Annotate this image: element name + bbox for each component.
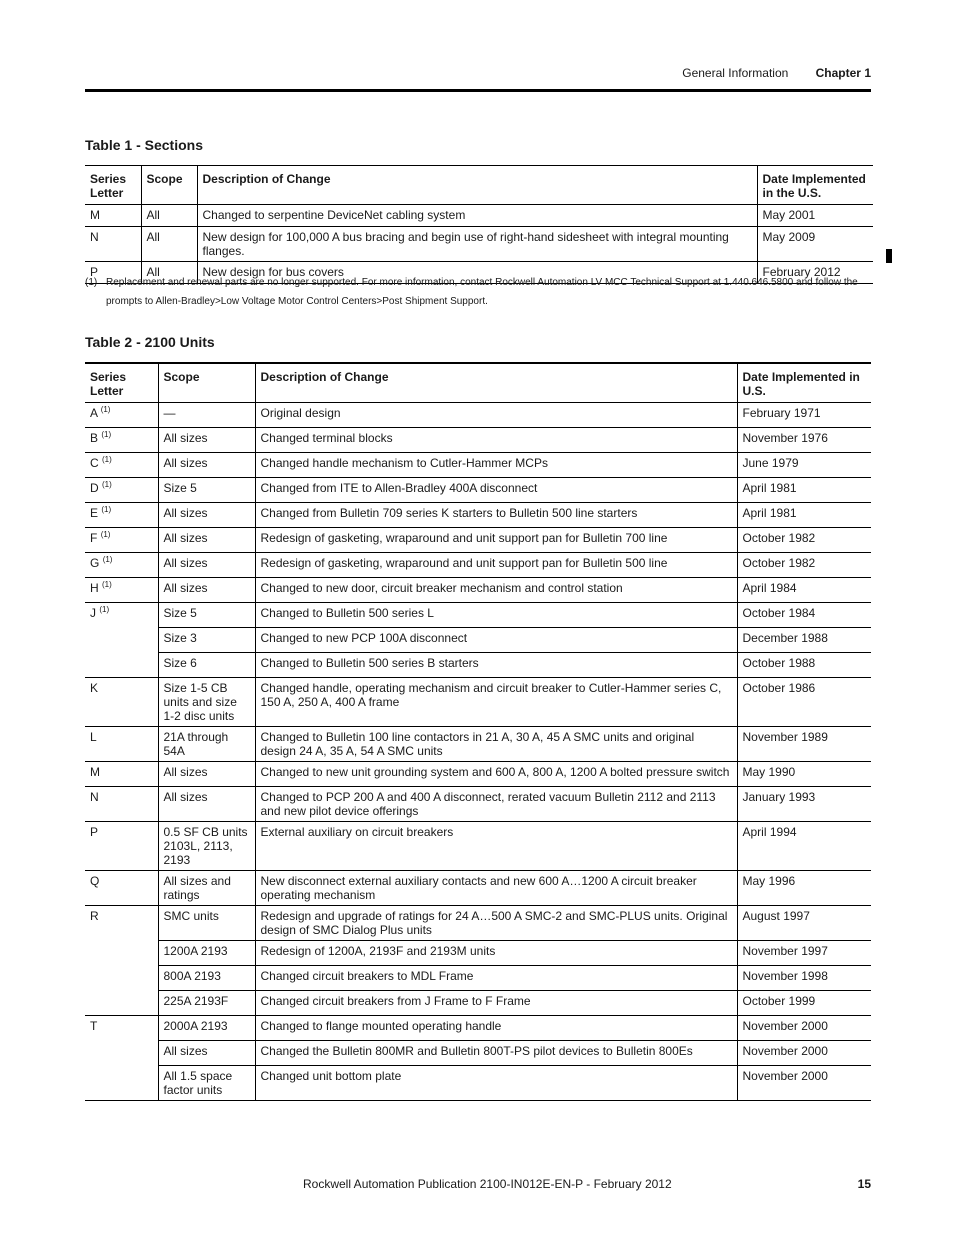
cell-series-letter: N bbox=[85, 227, 141, 262]
cell-series-letter bbox=[85, 603, 158, 628]
cell-scope: 225A 2193F bbox=[158, 991, 255, 1016]
cell-date: October 1988 bbox=[737, 653, 871, 678]
cell-scope: All sizes bbox=[158, 1041, 255, 1066]
header-date: Date Implemented in the U.S. bbox=[757, 166, 873, 205]
cell-date: February 1971 bbox=[737, 403, 871, 428]
table-row bbox=[85, 1041, 871, 1066]
cell-scope: — bbox=[158, 403, 255, 428]
cell-series-letter bbox=[85, 906, 158, 941]
cell-scope: SMC units bbox=[158, 906, 255, 941]
cell-scope: All bbox=[141, 205, 197, 227]
cell-series-letter bbox=[85, 1016, 158, 1041]
cell-date: April 1994 bbox=[737, 822, 871, 871]
table-row bbox=[85, 628, 871, 653]
header-description: Description of Change bbox=[197, 166, 757, 205]
cell-series-letter bbox=[85, 871, 158, 906]
cell-scope: All sizes bbox=[158, 453, 255, 478]
table-row bbox=[85, 822, 871, 871]
footnote-ref: (1) bbox=[100, 530, 111, 539]
cell-date: October 1999 bbox=[737, 991, 871, 1016]
table-row bbox=[85, 503, 871, 528]
cell-series-letter bbox=[85, 628, 158, 653]
units-table bbox=[85, 362, 871, 1101]
cell-scope: All sizes bbox=[158, 787, 255, 822]
cell-series-letter bbox=[85, 966, 158, 991]
cell-description: Redesign of gasketing, wraparound and unit support pan for Bulletin 700 line bbox=[255, 528, 737, 553]
cell-scope: All sizes bbox=[158, 503, 255, 528]
cell-description: External auxiliary on circuit breakers bbox=[255, 822, 737, 871]
table-row bbox=[85, 762, 871, 787]
cell-date: October 1984 bbox=[737, 603, 871, 628]
table-row bbox=[85, 205, 873, 227]
running-header bbox=[682, 66, 871, 80]
cell-scope: All sizes bbox=[158, 762, 255, 787]
series-letter: L bbox=[90, 730, 97, 744]
header-series-letter: Series Letter bbox=[85, 363, 158, 403]
cell-date: August 1997 bbox=[737, 906, 871, 941]
cell-description: Changed to Bulletin 500 series L bbox=[255, 603, 737, 628]
table-row bbox=[85, 966, 871, 991]
series-letter: E bbox=[90, 506, 99, 520]
series-letter: F bbox=[90, 531, 98, 545]
header-section: General Information bbox=[682, 66, 789, 80]
cell-scope: All sizes and ratings bbox=[158, 871, 255, 906]
cell-series-letter bbox=[85, 991, 158, 1016]
series-letter: R bbox=[90, 909, 99, 923]
table-row bbox=[85, 871, 871, 906]
cell-description: Redesign and upgrade of ratings for 24 A…500 A SMC-2 and SMC-PLUS units. Original design of SMC Dialog Plus units bbox=[255, 906, 737, 941]
table-row bbox=[85, 1016, 871, 1041]
cell-date: May 2001 bbox=[757, 205, 873, 227]
table-row bbox=[85, 578, 871, 603]
cell-scope: All bbox=[141, 262, 197, 284]
cell-description: Changed from ITE to Allen-Bradley 400A disconnect bbox=[255, 478, 737, 503]
cell-series-letter bbox=[85, 478, 158, 503]
cell-date: October 1982 bbox=[737, 553, 871, 578]
table-row bbox=[85, 678, 871, 727]
cell-series-letter bbox=[85, 453, 158, 478]
cell-date: June 1979 bbox=[737, 453, 871, 478]
cell-description: New design for 100,000 A bus bracing and begin use of right-hand sidesheet with integral mounting flanges. bbox=[197, 227, 757, 262]
cell-description: Changed to new unit grounding system and 600 A, 800 A, 1200 A bolted pressure switch bbox=[255, 762, 737, 787]
cell-date: November 2000 bbox=[737, 1041, 871, 1066]
cell-description: Changed to Bulletin 500 series B starters bbox=[255, 653, 737, 678]
cell-description: New disconnect external auxiliary contacts and new 600 A…1200 A circuit breaker operating mechanism bbox=[255, 871, 737, 906]
cell-series-letter bbox=[85, 528, 158, 553]
header-scope: Scope bbox=[158, 363, 255, 403]
cell-series-letter bbox=[85, 787, 158, 822]
cell-description: Changed to serpentine DeviceNet cabling system bbox=[197, 205, 757, 227]
series-letter: B bbox=[90, 431, 99, 445]
cell-description: Changed the Bulletin 800MR and Bulletin 800T-PS pilot devices to Bulletin 800Es bbox=[255, 1041, 737, 1066]
footnote-ref: (1) bbox=[101, 430, 112, 439]
cell-description: Changed from Bulletin 709 series K starters to Bulletin 500 line starters bbox=[255, 503, 737, 528]
cell-scope: All bbox=[141, 227, 197, 262]
table-row bbox=[85, 478, 871, 503]
table-row bbox=[85, 787, 871, 822]
cell-description: Changed terminal blocks bbox=[255, 428, 737, 453]
footnote-ref: (1) bbox=[102, 455, 112, 464]
header-chapter: Chapter 1 bbox=[815, 66, 871, 80]
table-row bbox=[85, 428, 871, 453]
cell-scope: All sizes bbox=[158, 528, 255, 553]
cell-description: Changed handle mechanism to Cutler-Hammer MCPs bbox=[255, 453, 737, 478]
cell-series-letter bbox=[85, 1066, 158, 1101]
table-row bbox=[85, 1066, 871, 1101]
table-row bbox=[85, 227, 873, 262]
change-bar bbox=[886, 249, 892, 263]
table-row bbox=[85, 403, 871, 428]
series-letter: P bbox=[90, 825, 99, 839]
header-rule bbox=[85, 89, 871, 92]
cell-date: February 2012 bbox=[757, 262, 873, 284]
series-letter: A bbox=[90, 406, 98, 420]
cell-series-letter bbox=[85, 1041, 158, 1066]
cell-date: November 1989 bbox=[737, 727, 871, 762]
header-scope: Scope bbox=[141, 166, 197, 205]
cell-description: Changed to Bulletin 100 line contactors in 21 A, 30 A, 45 A SMC units and original design 24 A, 35 A, 54 A SMC units bbox=[255, 727, 737, 762]
cell-date: January 1993 bbox=[737, 787, 871, 822]
cell-scope: 1200A 2193 bbox=[158, 941, 255, 966]
cell-series-letter bbox=[85, 678, 158, 727]
footnote-ref: (1) bbox=[102, 480, 112, 489]
series-letter: C bbox=[90, 456, 99, 470]
table1-caption: Table 1 - Sections bbox=[85, 137, 203, 153]
table-header-row bbox=[85, 363, 871, 403]
cell-date: November 1997 bbox=[737, 941, 871, 966]
cell-description: New design for bus covers bbox=[197, 262, 757, 284]
cell-series-letter bbox=[85, 653, 158, 678]
cell-date: October 1982 bbox=[737, 528, 871, 553]
series-letter: M bbox=[90, 765, 100, 779]
cell-description: Changed to new PCP 100A disconnect bbox=[255, 628, 737, 653]
cell-series-letter bbox=[85, 762, 158, 787]
cell-series-letter bbox=[85, 822, 158, 871]
page-number: 15 bbox=[857, 1177, 871, 1191]
table-row bbox=[85, 603, 871, 628]
cell-description: Redesign of gasketing, wraparound and unit support pan for Bulletin 500 line bbox=[255, 553, 737, 578]
cell-scope: All sizes bbox=[158, 578, 255, 603]
cell-description: Changed circuit breakers from J Frame to F Frame bbox=[255, 991, 737, 1016]
series-letter: J bbox=[90, 606, 96, 620]
cell-scope: 2000A 2193 bbox=[158, 1016, 255, 1041]
cell-description: Changed unit bottom plate bbox=[255, 1066, 737, 1101]
cell-scope: Size 1-5 CB units and size 1-2 disc units bbox=[158, 678, 255, 727]
footnote-number: (1) bbox=[85, 277, 98, 288]
table2-caption: Table 2 - 2100 Units bbox=[85, 334, 215, 350]
cell-scope: 0.5 SF CB units 2103L, 2113, 2193 bbox=[158, 822, 255, 871]
table-row bbox=[85, 528, 871, 553]
cell-series-letter bbox=[85, 403, 158, 428]
cell-scope: Size 3 bbox=[158, 628, 255, 653]
cell-description: Redesign of 1200A, 2193F and 2193M units bbox=[255, 941, 737, 966]
cell-date: May 1996 bbox=[737, 871, 871, 906]
cell-date: May 2009 bbox=[757, 227, 873, 262]
cell-date: April 1981 bbox=[737, 503, 871, 528]
cell-description: Changed to flange mounted operating handle bbox=[255, 1016, 737, 1041]
table-row bbox=[85, 906, 871, 941]
table-header-row bbox=[85, 166, 873, 205]
cell-date: November 1998 bbox=[737, 966, 871, 991]
cell-scope: Size 6 bbox=[158, 653, 255, 678]
footnote-text: Replacement and renewal parts are no longer supported. For more information, contact Rockwell Automation LV MCC Technical Support at 1.440.646.5800 and follow the prompts to Allen-Bradley>Low Voltage Motor Control Centers>Post Shipment Support. bbox=[106, 277, 858, 307]
cell-date: November 2000 bbox=[737, 1066, 871, 1101]
series-letter: K bbox=[90, 681, 99, 695]
publication-footer: Rockwell Automation Publication 2100-IN012E-EN-P - February 2012 bbox=[303, 1177, 672, 1191]
cell-series-letter bbox=[85, 553, 158, 578]
cell-date: May 1990 bbox=[737, 762, 871, 787]
cell-description: Original design bbox=[255, 403, 737, 428]
header-description: Description of Change bbox=[255, 363, 737, 403]
table-row bbox=[85, 941, 871, 966]
cell-date: November 1976 bbox=[737, 428, 871, 453]
cell-scope: 800A 2193 bbox=[158, 966, 255, 991]
cell-series-letter bbox=[85, 503, 158, 528]
cell-series-letter bbox=[85, 578, 158, 603]
cell-description: Changed to PCP 200 A and 400 A disconnect, rerated vacuum Bulletin 2112 and 2113 and new pilot device offerings bbox=[255, 787, 737, 822]
cell-date: November 2000 bbox=[737, 1016, 871, 1041]
cell-scope: All 1.5 space factor units bbox=[158, 1066, 255, 1101]
cell-description: Changed to new door, circuit breaker mechanism and control station bbox=[255, 578, 737, 603]
cell-description: Changed circuit breakers to MDL Frame bbox=[255, 966, 737, 991]
table-row bbox=[85, 553, 871, 578]
footnote bbox=[85, 273, 875, 311]
footnote-ref: (1) bbox=[102, 580, 112, 589]
series-letter: T bbox=[90, 1019, 98, 1033]
table-row bbox=[85, 991, 871, 1016]
footnote-ref: (1) bbox=[99, 605, 110, 614]
cell-series-letter bbox=[85, 428, 158, 453]
table-row bbox=[85, 727, 871, 762]
cell-scope: All sizes bbox=[158, 553, 255, 578]
series-letter: Q bbox=[90, 874, 100, 888]
cell-description: Changed handle, operating mechanism and circuit breaker to Cutler-Hammer series C, 150 A, 250 A, 400 A frame bbox=[255, 678, 737, 727]
cell-date: April 1981 bbox=[737, 478, 871, 503]
sections-table bbox=[85, 165, 873, 284]
series-letter: G bbox=[90, 556, 100, 570]
series-letter: H bbox=[90, 581, 99, 595]
table-row bbox=[85, 453, 871, 478]
cell-series-letter bbox=[85, 727, 158, 762]
cell-series-letter bbox=[85, 941, 158, 966]
cell-date: December 1988 bbox=[737, 628, 871, 653]
cell-date: October 1986 bbox=[737, 678, 871, 727]
cell-scope: Size 5 bbox=[158, 603, 255, 628]
cell-date: April 1984 bbox=[737, 578, 871, 603]
footnote-ref: (1) bbox=[100, 405, 111, 414]
cell-scope: All sizes bbox=[158, 428, 255, 453]
footnote-ref: (1) bbox=[101, 505, 112, 514]
cell-scope: Size 5 bbox=[158, 478, 255, 503]
cell-series-letter: M bbox=[90, 208, 100, 222]
header-date: Date Implemented in U.S. bbox=[737, 363, 871, 403]
cell-scope: 21A through 54A bbox=[158, 727, 255, 762]
series-letter: D bbox=[90, 481, 99, 495]
table-row bbox=[85, 653, 871, 678]
cell-series-letter: P bbox=[85, 262, 141, 284]
footnote-ref: (1) bbox=[102, 555, 113, 564]
header-series-letter: Series Letter bbox=[85, 166, 141, 205]
series-letter: N bbox=[90, 790, 99, 804]
